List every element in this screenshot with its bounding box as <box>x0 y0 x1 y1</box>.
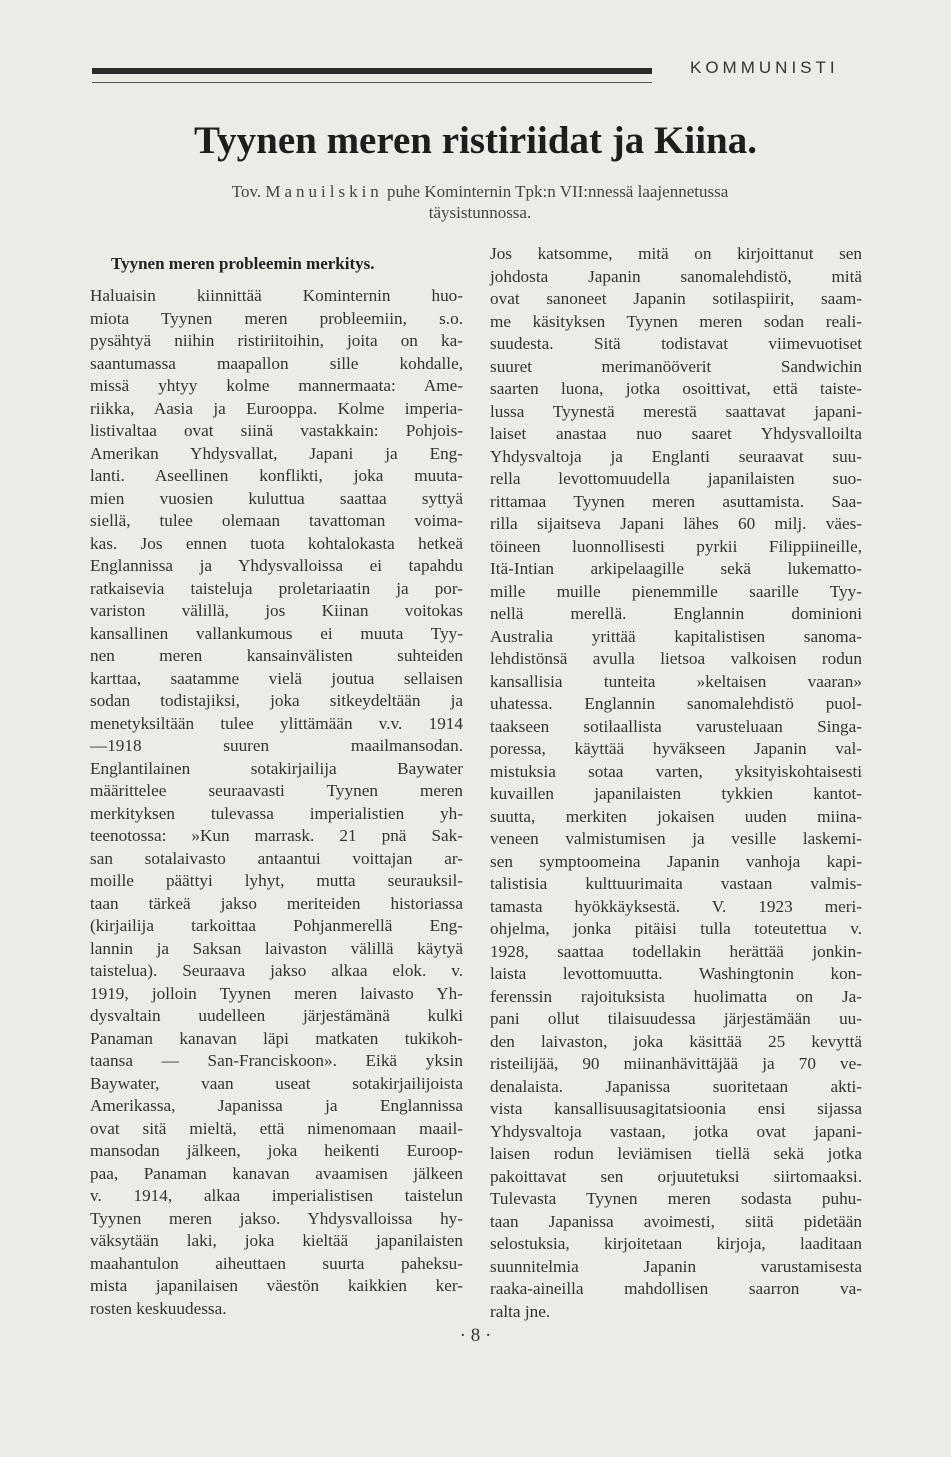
right-column <box>490 243 862 1323</box>
text-line: rittamaa Tyynen meren asuttamista. Saa- <box>490 491 862 511</box>
text-line: missä yhtyy kolme mannermaata: Ame- <box>90 376 463 395</box>
text-line: laista levottomuutta. Washingtonin kon- <box>490 964 862 983</box>
text-line: rosten keskuudessa. <box>90 1298 227 1318</box>
text-line: nen meren kansainvälisten suhteiden <box>90 646 463 665</box>
text-line: lanti. Aseellinen konflikti, joka muuta- <box>90 466 463 485</box>
text-line: Amerikan Yhdysvallat, Japani ja Eng- <box>90 443 463 463</box>
text-line: Panaman kanavan läpi matkaten tukikoh- <box>90 1028 463 1048</box>
text-line: nellä merellä. Englannin dominioni <box>490 604 862 623</box>
text-line: laisen rodun leviämisen tiellä sekä jotka <box>490 1144 862 1163</box>
text-line: miota Tyynen meren probleemiin, s.o. <box>90 308 463 328</box>
header-bar <box>92 68 652 74</box>
text-line: Englannissa ja Yhdysvalloissa ei tapahdu <box>90 556 463 575</box>
text-line: san sotalaivasto antaantui voittajan ar- <box>90 848 463 868</box>
text-line: kansallisia tunteita »keltaisen vaaran» <box>490 671 862 691</box>
text-line: Australia yrittää kapitalistisen sanoma- <box>490 626 862 646</box>
text-line: siellä, tulee olemaan tavattoman voima- <box>90 511 463 530</box>
text-line: den laivaston, joka käsittää 25 kevyttä <box>490 1031 862 1051</box>
journal-name: KOMMUNISTI <box>690 58 839 77</box>
text-line: Englantilainen sotakirjailija Baywater <box>90 758 463 778</box>
text-line: ralta jne. <box>490 1301 551 1321</box>
text-line: lannin ja Saksan laivaston välillä käytyä <box>90 938 463 958</box>
subtitle-rest: puhe Kominternin Tpk:n VII:nnessä laajennetussa <box>387 182 729 201</box>
text-line: ohjelma, jonka pitäisi tulla toteutettua v. <box>490 919 862 938</box>
header-rule <box>92 82 652 83</box>
text-line: mille muille pienemmille saarille Tyy- <box>490 581 862 601</box>
text-line: poressa, käyttää hyväkseen Japanin val- <box>490 739 862 758</box>
text-line: taistelua). Seuraava jakso alkaa elok. v. <box>90 961 463 980</box>
text-line: mista japanilaisen väestön kaikkien ker- <box>90 1276 463 1295</box>
text-line: ratkaisevia taisteluja proletariaatin ja por- <box>90 578 463 598</box>
text-line: teenotossa: »Kun marrask. 21 pnä Sak- <box>90 826 463 845</box>
text-line: Yhdysvaltoja ja Englanti seuraavat suu- <box>490 446 862 466</box>
text-line: v. 1914, alkaa imperialistisen taistelun <box>90 1186 463 1205</box>
text-line: dysvaltain uudelleen järjestämänä kulki <box>90 1006 463 1025</box>
text-line: selostuksia, kirjoitetaan kirjoja, laaditaan <box>490 1234 862 1253</box>
text-line: sodan todistajiksi, joka sitkeydeltään ja <box>90 691 463 710</box>
text-line: Tulevasta Tyynen meren sodasta puhu- <box>490 1189 862 1208</box>
text-line: määrittelee seuraavasti Tyynen meren <box>90 781 463 800</box>
text-line: taan tärkeä jakso meriteiden historiassa <box>90 893 463 913</box>
text-line: paa, Panaman kanavan avaamisen jälkeen <box>90 1163 463 1183</box>
text-line: risteilijää, 90 miinanhävittäjää ja 70 ve- <box>490 1054 862 1073</box>
text-line: raaka-aineilla mahdollisen saarron va- <box>490 1279 862 1298</box>
text-line: listivaltaa ovat siinä vastakkain: Pohjois- <box>90 421 463 440</box>
text-line: taansa — San-Franciskoon». Eikä yksin <box>90 1051 463 1070</box>
text-line: merkityksen tulevassa imperialistien yh- <box>90 803 463 823</box>
text-line: suutta, merkiten jokaisen uuden miina- <box>490 806 862 826</box>
text-line: Yhdysvaltoja vastaan, jotka ovat japani- <box>490 1121 862 1141</box>
text-line: Amerikassa, Japanissa ja Englannissa <box>90 1096 463 1115</box>
text-line: pani ollut tilaisuudessa järjestämään uu- <box>490 1009 862 1028</box>
text-line: talistisia kulttuurimaita vastaan valmis- <box>490 874 862 893</box>
text-line: ovat sanoneet Japanin sotilaspiirit, saam- <box>490 289 862 308</box>
text-line: Jos katsomme, mitä on kirjoittanut sen <box>490 244 862 263</box>
subtitle-speaker: Manuilskin <box>265 182 383 201</box>
text-line: väksytään laki, joka kieltää japanilaisten <box>90 1231 463 1250</box>
text-line: Baywater, vaan useat sotakirjailijoista <box>90 1073 463 1093</box>
text-line: maahantulon aiheuttaen suurta paheksu- <box>90 1253 463 1273</box>
text-line: 1928, saattaa todellakin herättää jonkin- <box>490 941 862 961</box>
text-line: laiset anastaa nuo saaret Yhdysvalloilta <box>490 424 862 443</box>
text-line: 1919, jolloin Tyynen meren laivasto Yh- <box>90 983 463 1003</box>
article-subtitle <box>140 181 820 223</box>
text-line: suuret merimanööverit Sandwichin <box>490 356 862 376</box>
text-line: rilla sijaitseva Japani lähes 60 milj. väes- <box>490 514 862 533</box>
text-line: tamasta hyökkäyksestä. V. 1923 meri- <box>490 896 862 916</box>
text-line: (kirjailija tarkoittaa Pohjanmerellä Eng- <box>90 916 463 935</box>
text-line: Itä-Intian arkipelaagille sekä lukematto- <box>490 559 862 578</box>
text-line: pakoittavat sen orjuutetuksi siirtomaaksi. <box>490 1166 862 1186</box>
text-line: uhatessa. Englannin sanomalehdistö puol- <box>490 694 862 713</box>
text-line: moille päättyi lyhyt, mutta seurauksil- <box>90 871 463 890</box>
text-line: —1918 suuren maailmansodan. <box>90 736 463 755</box>
text-line: menetyksiltään tulee ylittämään v.v. 1914 <box>90 713 463 733</box>
text-line: lehdistönsä avulla lietsoa valkoisen rodun <box>490 649 862 668</box>
text-line: mien vuosien kuluttua saattaa syttyä <box>90 488 463 508</box>
text-line: vista kansallisuusagitatsioonia ensi sijassa <box>490 1099 862 1118</box>
article-title: Tyynen meren ristiriidat ja Kiina. <box>194 119 757 162</box>
text-line: pysähtyä niihin ristiriitoihin, joita on ka- <box>90 331 463 350</box>
text-line: saarten luona, jotka osoittivat, että taiste- <box>490 379 862 398</box>
text-line: denalaista. Japanissa suoritetaan akti- <box>490 1076 862 1096</box>
text-line: ovat sitä mieltä, että nimenomaan maail- <box>90 1118 463 1138</box>
text-line: lussa Tyynestä merestä saattavat japani- <box>490 401 862 421</box>
text-line: kuvaillen japanilaisten tykkien kantot- <box>490 784 862 803</box>
text-line: rella levottomuudella japanilaisten suo- <box>490 469 862 488</box>
page-number: · 8 · <box>459 1325 492 1346</box>
text-line: variston välillä, jos Kiinan voitokas <box>90 601 463 620</box>
text-line: saantumassa maapallon sille kohdalle, <box>90 353 463 373</box>
text-line: riikka, Aasia ja Eurooppa. Kolme imperia- <box>90 398 463 418</box>
text-line: me käsityksen Tyynen meren sodan reali- <box>490 311 862 331</box>
text-line: Tyynen meren jakso. Yhdysvalloissa hy- <box>90 1208 463 1228</box>
text-line: taan Japanissa avoimesti, siitä pidetään <box>490 1211 862 1231</box>
section-heading: Tyynen meren probleemin merkitys. <box>111 254 375 273</box>
text-line: Haluaisin kiinnittää Kominternin huo- <box>90 286 463 305</box>
text-line: mansodan jälkeen, joka heikenti Euroop- <box>90 1141 463 1160</box>
text-line: taakseen sotilaallista varusteluaan Singa- <box>490 716 862 736</box>
text-line: kas. Jos ennen tuota kohtalokasta hetkeä <box>90 533 463 553</box>
text-line: sen symptoomeina Japanin vanhoja kapi- <box>490 851 862 871</box>
text-line: kansallinen vallankumous ei muuta Tyy- <box>90 623 463 643</box>
subtitle-line2: täysistunnossa. <box>428 203 532 222</box>
text-line: töineen luonnollisesti pyrkii Filippiineille, <box>490 536 862 556</box>
text-line: veneen valmistumisen ja vesille laskemi- <box>490 829 862 848</box>
text-line: johdosta Japanin sanomalehdistö, mitä <box>490 266 862 286</box>
text-line: ferenssin rajoituksista huolimatta on Ja- <box>490 986 862 1006</box>
left-column <box>90 285 463 1320</box>
text-line: suunnitelmia Japanin varustamisesta <box>490 1256 862 1276</box>
text-line: suudesta. Sitä todistavat viimevuotiset <box>490 334 862 353</box>
subtitle-prefix: Tov. <box>231 182 262 201</box>
text-line: mistuksia sotaa varten, yksityiskohtaisesti <box>490 761 862 781</box>
text-line: karttaa, saatamme vielä joutua sellaisen <box>90 668 463 688</box>
